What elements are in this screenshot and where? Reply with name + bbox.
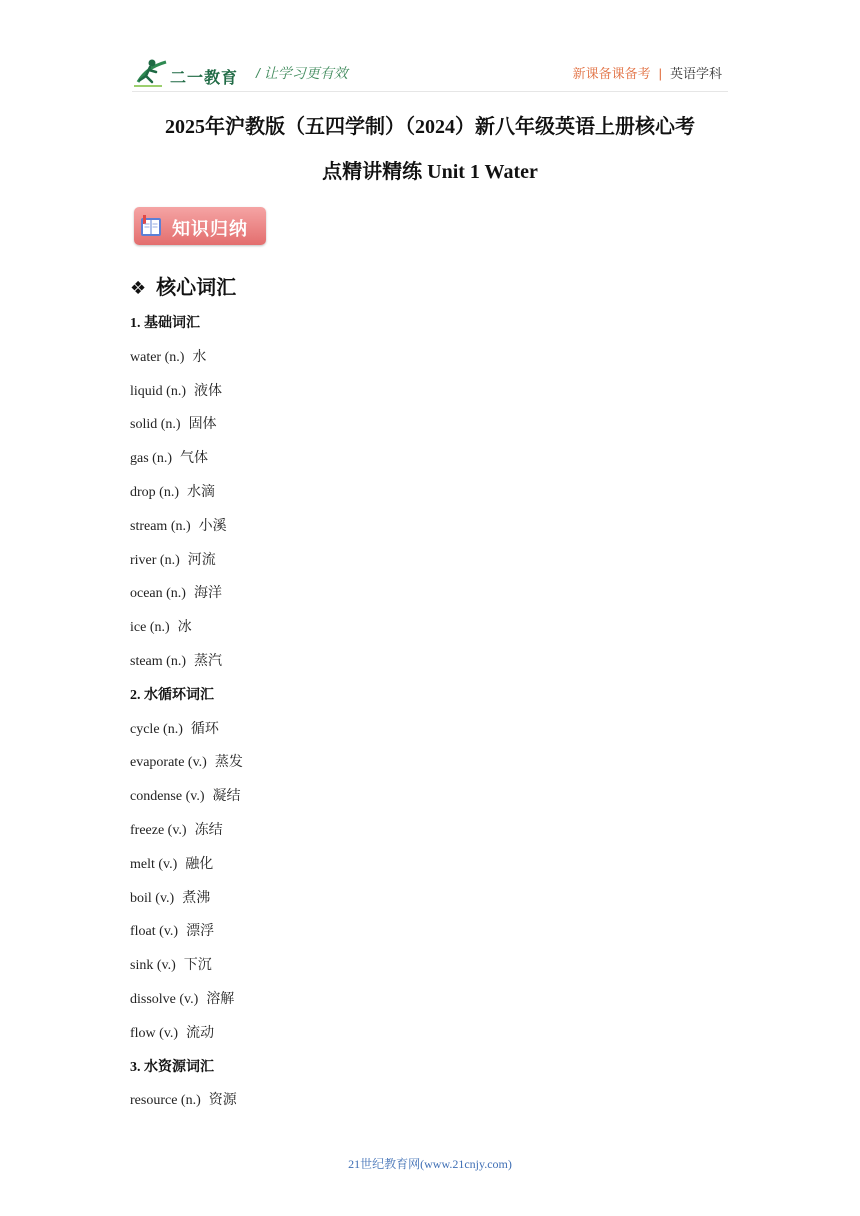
vocab-english: boil (v.) xyxy=(130,890,175,906)
vocab-chinese: 煮沸 xyxy=(182,890,211,906)
vocab-chinese: 资源 xyxy=(208,1093,237,1109)
vocab-item xyxy=(130,442,730,476)
vocab-chinese: 融化 xyxy=(185,856,214,872)
vocab-item xyxy=(130,476,730,510)
document-title-line-1: 2025年沪教版（五四学制）（2024）新八年级英语上册核心考 xyxy=(165,116,695,138)
vocab-item xyxy=(130,949,730,983)
vocab-english: sink (v.) xyxy=(130,958,176,974)
vocab-item xyxy=(130,780,730,814)
vocab-chinese: 漂浮 xyxy=(186,924,215,940)
vocab-item xyxy=(130,746,730,780)
vocab-item xyxy=(130,544,730,578)
logo-text: 二一教育 xyxy=(170,70,239,87)
vocab-chinese: 固体 xyxy=(188,417,217,433)
diamond-bullet-icon: ❖ xyxy=(130,278,147,298)
vocabulary-list xyxy=(130,307,730,1118)
vocab-english: cycle (n.) xyxy=(130,721,183,737)
slogan: / 让学习更有效 xyxy=(256,65,348,81)
vocab-english: steam (n.) xyxy=(130,653,186,669)
header-course-label: 新课备课备考 xyxy=(572,66,651,81)
header-divider xyxy=(132,91,728,92)
vocab-english: water (n.) xyxy=(130,349,185,365)
vocab-english: condense (v.) xyxy=(130,789,205,805)
vocab-chinese: 下沉 xyxy=(183,958,212,974)
vocab-english: float (v.) xyxy=(130,924,179,940)
vocab-item xyxy=(130,408,730,442)
document-title-line-2: 点精讲精练 Unit 1 Water xyxy=(322,161,538,183)
knowledge-summary-badge xyxy=(134,207,266,245)
vocab-chinese: 冻结 xyxy=(194,822,223,838)
vocab-item xyxy=(130,611,730,645)
vocab-chinese: 冰 xyxy=(177,620,192,636)
vocab-item xyxy=(130,510,730,544)
vocab-english: stream (n.) xyxy=(130,518,191,534)
page-header xyxy=(132,56,728,92)
vocab-english: freeze (v.) xyxy=(130,822,187,838)
vocab-chinese: 液体 xyxy=(194,383,222,399)
vocab-chinese: 小溪 xyxy=(198,518,227,534)
vocab-english: river (n.) xyxy=(130,552,180,568)
badge-label: 知识归纳 xyxy=(172,219,248,239)
vocab-item xyxy=(130,577,730,611)
vocab-chinese: 溶解 xyxy=(206,991,235,1007)
vocab-item xyxy=(130,915,730,949)
vocab-chinese: 凝结 xyxy=(212,789,241,805)
vocab-item xyxy=(130,713,730,747)
vocab-english: flow (v.) xyxy=(130,1025,179,1041)
vocab-chinese: 流动 xyxy=(186,1025,215,1041)
vocab-item xyxy=(130,1084,730,1118)
vocab-english: gas (n.) xyxy=(130,451,172,467)
subsection-heading: 1. 基础词汇 xyxy=(130,316,200,331)
vocab-chinese: 水滴 xyxy=(187,484,215,500)
vocab-chinese: 蒸发 xyxy=(214,755,243,771)
header-subject xyxy=(573,63,722,82)
vocab-chinese: 蒸汽 xyxy=(193,653,222,669)
subsection-heading: 3. 水资源词汇 xyxy=(130,1059,214,1075)
page-footer: 21世纪教育网(www.21cnjy.com) xyxy=(348,1157,512,1171)
vocab-chinese: 水 xyxy=(192,349,207,365)
book-icon xyxy=(140,214,162,238)
header-subject-label: 英语学科 xyxy=(669,66,722,81)
vocab-english: melt (v.) xyxy=(130,856,178,872)
vocab-chinese: 海洋 xyxy=(193,586,222,602)
vocab-english: solid (n.) xyxy=(130,417,181,433)
logo xyxy=(132,56,244,90)
vocab-chinese: 循环 xyxy=(190,721,219,737)
header-separator: | xyxy=(658,66,662,81)
vocab-item xyxy=(130,848,730,882)
vocab-chinese: 气体 xyxy=(180,451,208,467)
vocab-english: dissolve (v.) xyxy=(130,991,199,1007)
vocab-item xyxy=(130,983,730,1017)
vocab-english: ocean (n.) xyxy=(130,586,186,602)
vocab-english: drop (n.) xyxy=(130,484,179,500)
section-heading-text: 核心词汇 xyxy=(156,277,237,299)
section-heading xyxy=(130,271,236,300)
vocab-item xyxy=(130,882,730,916)
vocab-english: resource (n.) xyxy=(130,1093,201,1109)
vocab-item xyxy=(130,1017,730,1051)
vocab-english: ice (n.) xyxy=(130,620,170,636)
subsection-heading: 2. 水循环词汇 xyxy=(130,687,214,703)
runner-logo-icon xyxy=(132,56,172,90)
vocab-item xyxy=(130,375,730,409)
vocab-item xyxy=(130,814,730,848)
vocab-chinese: 河流 xyxy=(187,552,216,568)
vocab-item xyxy=(130,341,730,375)
vocab-english: evaporate (v.) xyxy=(130,755,207,771)
vocab-item xyxy=(130,645,730,679)
vocab-english: liquid (n.) xyxy=(130,383,186,399)
